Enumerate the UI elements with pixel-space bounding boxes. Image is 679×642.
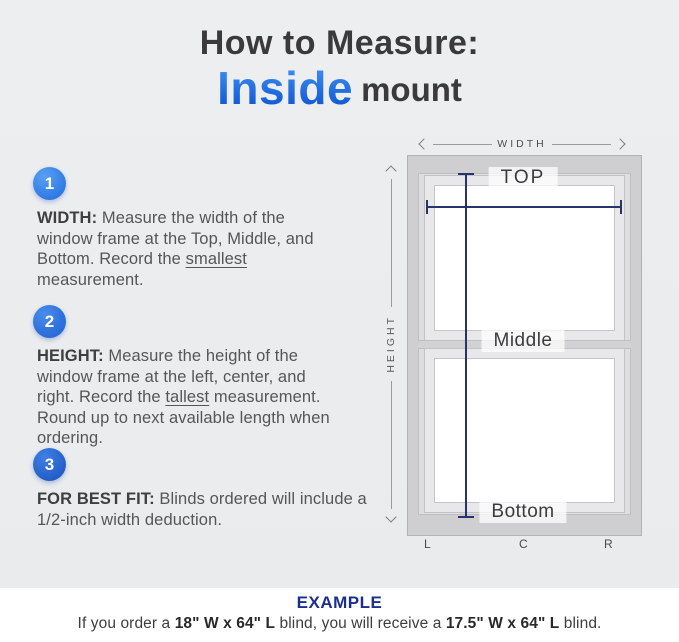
step-label: WIDTH: [37, 209, 98, 227]
measure-tick [620, 200, 622, 214]
step-3-badge [33, 448, 66, 481]
step-text-segment: measurement. [37, 270, 144, 289]
label-bottom: Bottom [479, 501, 566, 523]
example-text [0, 615, 679, 633]
step-item-height [33, 305, 339, 449]
step-text-segment: Measure the height of the window frame at the left, center, and right. Record the [37, 347, 306, 406]
label-top: TOP [489, 167, 558, 189]
example-heading: EXAMPLE [296, 593, 383, 612]
step-item-best-fit [33, 448, 385, 530]
step-number: 1 [44, 173, 55, 193]
title-rest: mount [361, 71, 462, 108]
step-1-text [37, 208, 339, 290]
step-label: FOR BEST FIT: [37, 490, 155, 508]
sash-top [425, 176, 624, 340]
step-number: 2 [44, 311, 55, 331]
height-arrow-label: HEIGHT [385, 315, 397, 373]
title-line2 [0, 63, 679, 115]
example-segment: blind. [559, 615, 602, 632]
sash-bottom [425, 349, 624, 512]
height-arrow [383, 167, 399, 521]
arrow-left-icon [418, 138, 429, 149]
mark-left: L [424, 537, 432, 551]
step-text-segment: Measure the width of the window frame at the Top, Middle, and Bottom. Record the [37, 209, 314, 268]
step-text-segment: Blinds ordered will include a 1/2-inch width deduction. [37, 490, 367, 529]
example-received-size: 17.5" W x 64" L [445, 615, 560, 632]
window-diagram [380, 130, 672, 575]
mark-center: C [519, 537, 529, 551]
arrow-down-icon [385, 511, 396, 522]
arrow-right-icon [614, 138, 625, 149]
example-section [0, 588, 679, 642]
step-text-segment: measurement. Round up to next available length when ordering. [37, 388, 330, 447]
measure-tick [458, 516, 474, 518]
measure-line-horizontal [426, 206, 622, 208]
step-label: HEIGHT: [37, 347, 104, 365]
step-3-text [37, 489, 385, 530]
step-number: 3 [44, 454, 55, 474]
title-highlight: Inside [217, 62, 354, 114]
arrow-up-icon [385, 165, 396, 176]
example-segment: If you order a [77, 615, 175, 632]
step-2-text [37, 346, 339, 449]
mark-right: R [604, 537, 614, 551]
underlined-word: tallest [165, 388, 210, 406]
step-2-badge [33, 305, 66, 338]
page-title [0, 24, 679, 115]
measure-line-vertical [465, 173, 467, 518]
example-ordered-size: 18" W x 64" L [174, 615, 276, 632]
width-arrow [420, 138, 624, 150]
title-line1: How to Measure: [199, 24, 480, 62]
arrow-line [391, 381, 392, 509]
step-1-badge [33, 167, 66, 200]
example-segment: blind, you will receive a [275, 615, 446, 632]
measure-tick [426, 200, 428, 214]
measure-tick [458, 173, 474, 175]
arrow-line [552, 144, 611, 145]
arrow-line [391, 179, 392, 307]
arrow-line [433, 144, 492, 145]
width-arrow-label: WIDTH [497, 138, 547, 150]
label-middle: Middle [482, 330, 565, 352]
underlined-word: smallest [185, 250, 247, 268]
step-item-width [33, 167, 339, 290]
